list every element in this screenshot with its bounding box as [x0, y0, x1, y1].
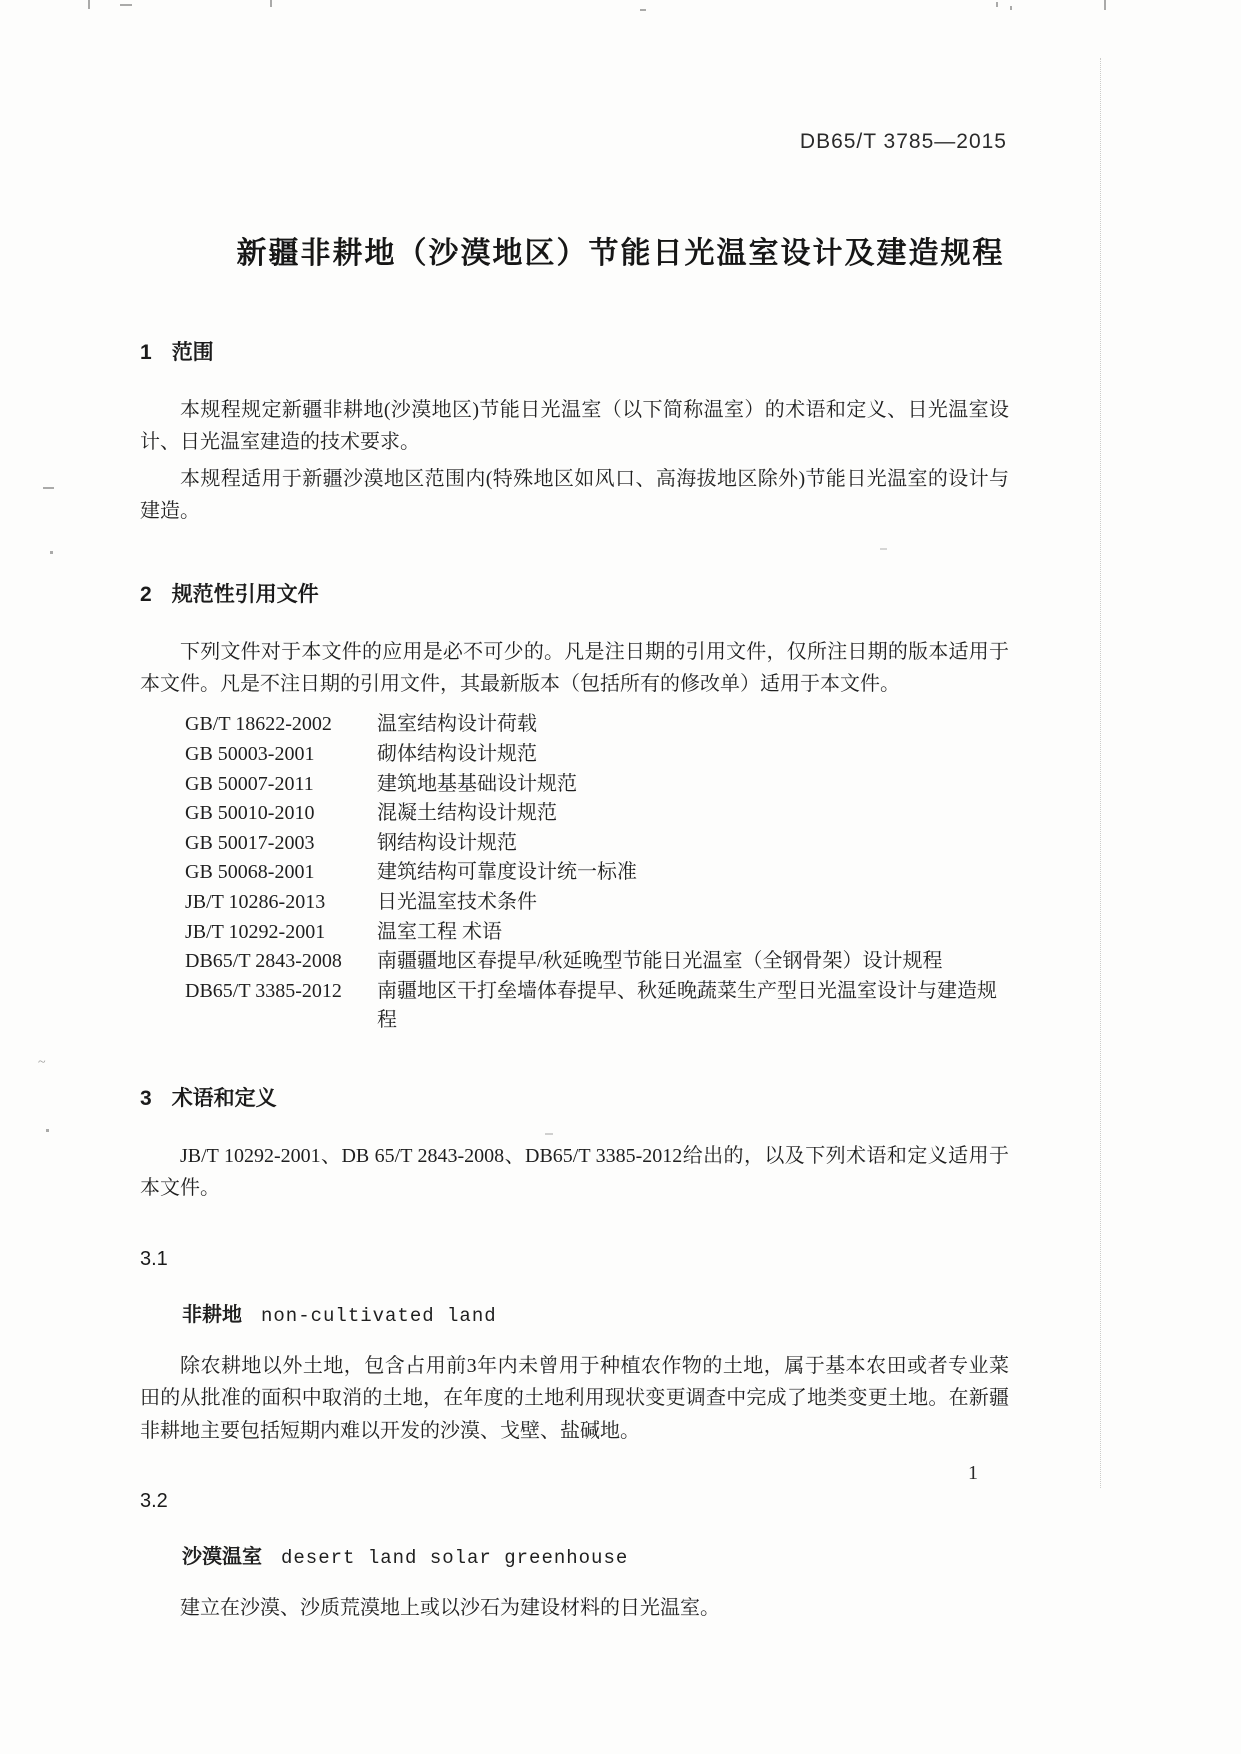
section-number: 3 — [140, 1086, 152, 1110]
reference-row — [185, 710, 1009, 740]
scan-artifact — [270, 0, 272, 7]
reference-code: DB65/T 3385-2012 — [185, 979, 342, 1002]
term-name-en: desert land solar greenhouse — [281, 1547, 629, 1570]
scan-artifact — [996, 2, 998, 7]
reference-row — [185, 977, 1009, 1036]
section-heading-terms — [140, 1082, 1009, 1116]
reference-title: 温室结构设计荷载 — [377, 713, 537, 736]
section-label: 规范性引用文件 — [171, 582, 319, 606]
references-intro: 下列文件对于本文件的应用是必不可少的。凡是注日期的引用文件，仅所注日期的版本适用于本文件。凡是不注日期的引用文件，其最新版本（包括所有的修改单）适用于本文件。 — [140, 640, 1009, 695]
section-heading-scope — [140, 336, 1009, 370]
reference-code: JB/T 10286-2013 — [185, 890, 326, 913]
reference-row — [185, 740, 1009, 770]
page-title: 新疆非耕地（沙漠地区）节能日光温室设计及建造规程 — [236, 237, 1005, 270]
reference-row — [185, 918, 1009, 948]
section-number: 2 — [140, 582, 152, 606]
reference-code: DB65/T 2843-2008 — [185, 950, 342, 973]
reference-code: GB 50068-2001 — [185, 861, 315, 884]
reference-code: GB 50010-2010 — [185, 802, 315, 825]
scan-artifact: ~ — [38, 1055, 46, 1070]
reference-code: GB 50017-2003 — [185, 831, 315, 854]
scan-artifact — [43, 487, 54, 489]
term-name-zh: 非耕地 — [182, 1304, 242, 1327]
reference-title: 混凝土结构设计规范 — [377, 802, 557, 825]
reference-list — [140, 710, 1009, 1036]
scan-artifact — [1104, 0, 1106, 10]
term-title — [182, 1299, 1009, 1332]
reference-title: 钢结构设计规范 — [377, 831, 517, 854]
scan-artifact — [545, 1133, 553, 1135]
scan-artifact — [50, 551, 53, 554]
section-label: 范围 — [171, 341, 214, 364]
reference-title: 日光温室技术条件 — [377, 890, 537, 913]
reference-row — [185, 947, 1009, 977]
reference-code: GB 50007-2011 — [185, 772, 314, 795]
term-number: 3.2 — [140, 1490, 168, 1513]
term-name-en: non-cultivated land — [261, 1305, 497, 1328]
page-number: 1 — [968, 1462, 978, 1484]
section-label: 术语和定义 — [171, 1086, 277, 1110]
reference-title: 南疆地区干打垒墙体春提早、秋延晚蔬菜生产型日光温室设计与建造规程 — [377, 979, 997, 1032]
scope-paragraph: 本规程适用于新疆沙漠地区范围内(特殊地区如风口、高海拔地区除外)节能日光温室的设计与建造。 — [140, 467, 1009, 523]
document-body — [0, 336, 1241, 1625]
section-number: 1 — [140, 341, 152, 364]
reference-row — [185, 829, 1009, 859]
term-number: 3.1 — [140, 1247, 168, 1270]
reference-row — [185, 858, 1009, 888]
scan-artifact — [46, 1129, 49, 1132]
doc-number: DB65/T 3785—2015 — [799, 130, 1007, 153]
reference-title: 建筑结构可靠度设计统一标准 — [377, 861, 637, 884]
scope-paragraph: 本规程规定新疆非耕地(沙漠地区)节能日光温室（以下简称温室）的术语和定义、日光温室设计、日光温室建造的技术要求。 — [140, 399, 1009, 454]
scan-artifact — [1100, 58, 1101, 1488]
scan-artifact — [1010, 6, 1012, 10]
reference-title: 砌体结构设计规范 — [377, 742, 537, 765]
scan-artifact — [880, 548, 887, 550]
reference-row — [185, 888, 1009, 918]
scan-artifact — [88, 0, 90, 9]
term-definition: 建立在沙漠、沙质荒漠地上或以沙石为建设材料的日光温室。 — [180, 1597, 720, 1620]
reference-title: 温室工程 术语 — [377, 920, 502, 943]
reference-code: GB 50003-2001 — [185, 742, 315, 765]
reference-title: 南疆疆地区春提早/秋延晚型节能日光温室（全钢骨架）设计规程 — [377, 950, 943, 973]
scan-artifact — [120, 4, 132, 6]
reference-row — [185, 770, 1009, 800]
reference-title: 建筑地基基础设计规范 — [377, 772, 577, 795]
scan-artifact — [640, 9, 646, 11]
term-title — [182, 1541, 1009, 1574]
section-heading-references — [140, 578, 1009, 612]
term-name-zh: 沙漠温室 — [182, 1546, 262, 1569]
reference-row — [185, 799, 1009, 829]
term-definition: 除农耕地以外土地，包含占用前3年内未曾用于种植农作物的土地，属于基本农田或者专业菜田的从批准的面积中取消的土地，在年度的土地利用现状变更调查中完成了地类变更土地。在新疆非耕地主要包括短期内难以开发的沙漠、戈壁、盐碱地。 — [140, 1354, 1009, 1442]
reference-code: GB/T 18622-2002 — [185, 713, 332, 736]
terms-intro: JB/T 10292-2001、DB 65/T 2843-2008、DB65/T 3385-2012给出的，以及下列术语和定义适用于本文件。 — [140, 1144, 1009, 1200]
reference-code: JB/T 10292-2001 — [185, 920, 326, 943]
